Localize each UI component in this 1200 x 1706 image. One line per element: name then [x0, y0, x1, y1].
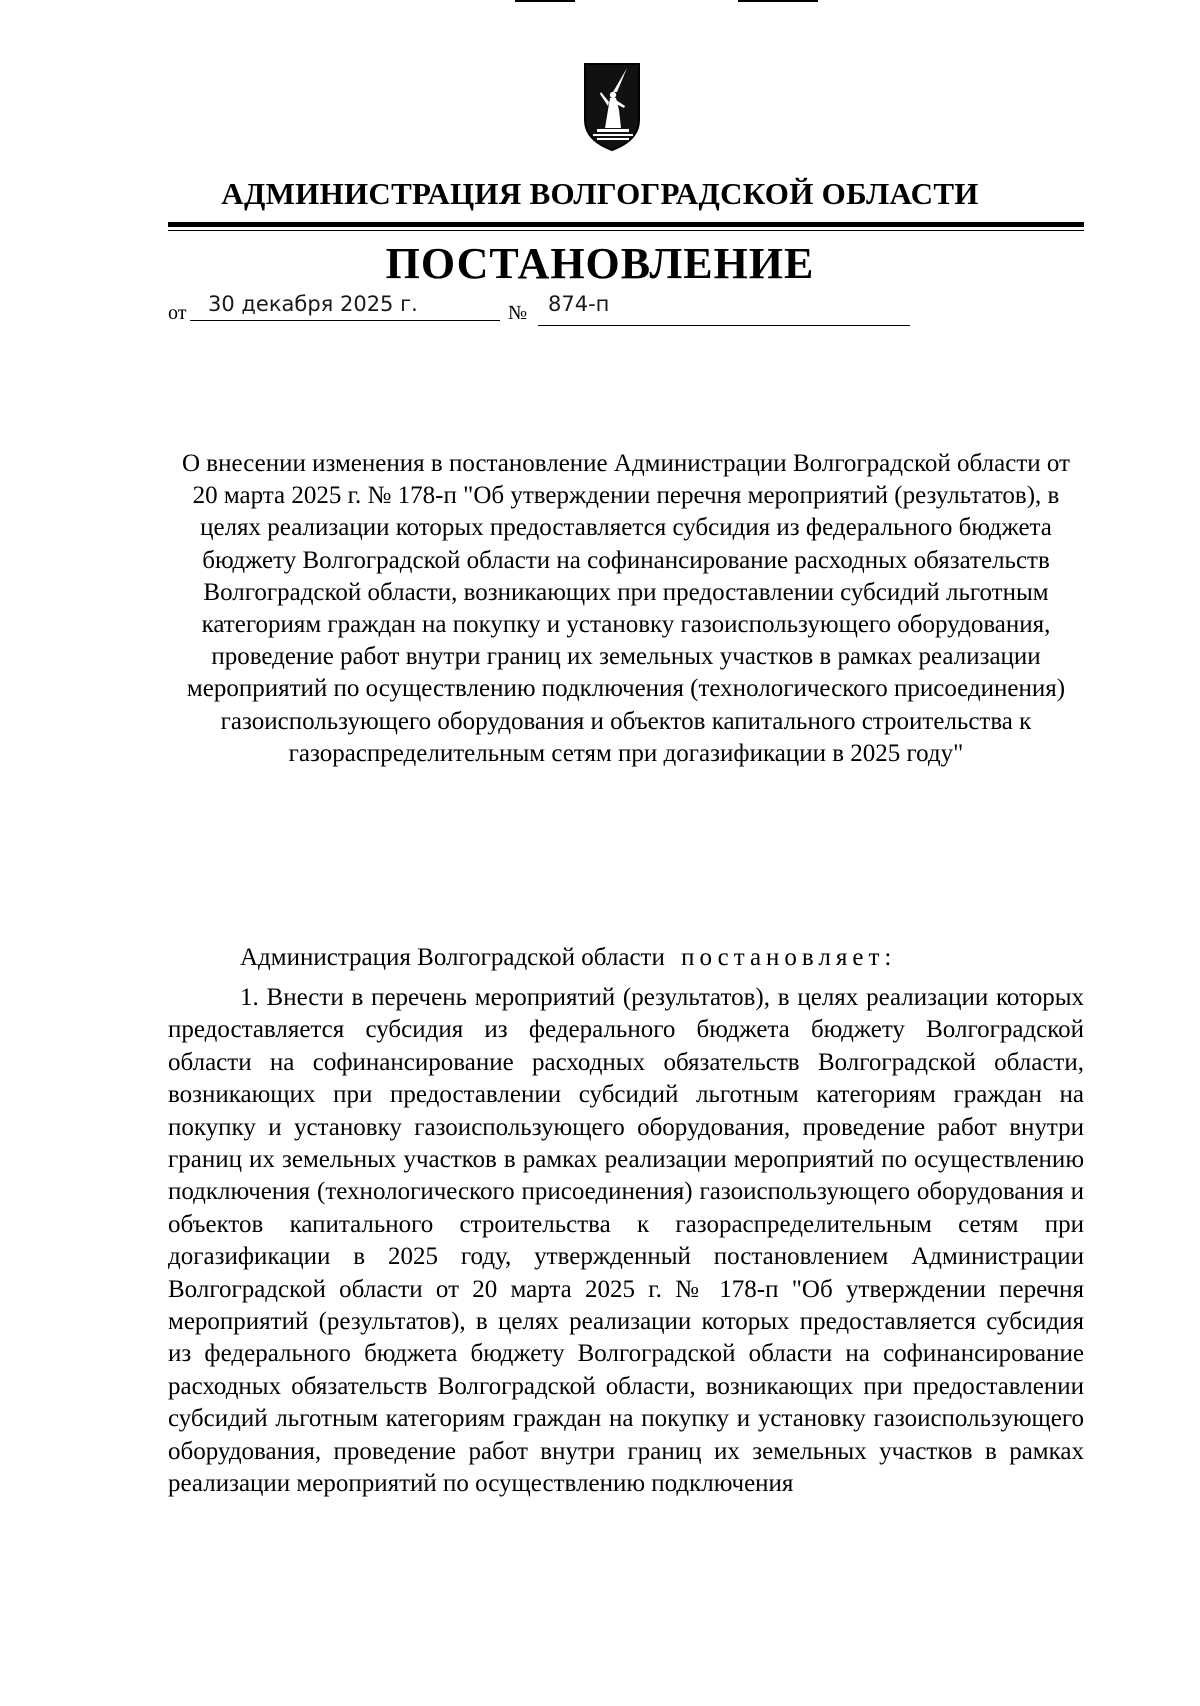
document-type: ПОСТАНОВЛЕНИЕ: [385, 239, 815, 288]
date-label: от: [168, 302, 187, 324]
header-rule-thick: [168, 222, 1084, 227]
header-rule-thin: [168, 230, 1084, 231]
document-title: О внесении изменения в постановление Администрации Волгоградской области от 20 марта 2025 г. № 178-п "Об утверждении перечня мероприятий (результатов), в целях реализации которых предоставляется субсидия из федерального бюджета бюджету Волгоградской области на софинансирование расходных обязательств Волгоградской области, возникающих при предоставлении субсидий льготным категориям граждан на покупку и установку газоиспользующего оборудования, проведение работ внутри границ их земельных участков в рамках реализации мероприятий по осуществлению подключения (технологического присоединения) газоиспользующего оборудования и объектов капитального строительства к газораспределительным сетям при догазификации в 2025 году": [182, 450, 1070, 767]
scan-artifact-right: [738, 0, 818, 2]
preamble-subject: Администрация Волгоградской области: [240, 944, 665, 971]
number-underline: [538, 325, 910, 326]
scan-artifact-left: [515, 0, 575, 2]
preamble: [240, 944, 896, 972]
preamble-verb: постановляет:: [681, 944, 897, 971]
document-date: 30 декабря 2025 г.: [208, 292, 418, 316]
organization-name: АДМИНИСТРАЦИЯ ВОЛГОГРАДСКОЙ ОБЛАСТИ: [221, 176, 979, 211]
document-number: 874-п: [548, 292, 610, 316]
volgograd-region-emblem-icon: [583, 62, 641, 152]
number-label: №: [508, 302, 528, 324]
document-meta: [168, 292, 788, 328]
date-underline: [190, 320, 500, 321]
paragraph-1: 1. Внести в перечень мероприятий (результатов), в целях реализации которых предоставляется субсидия из федерального бюджета бюджету Волгоградской области на софинансирование расходных обязательств Волгоградской области, возникающих при предоставлении субсидий льготным категориям граждан на покупку и установку газоиспользующего оборудования, проведение работ внутри границ их земельных участков в рамках реализации мероприятий по осуществлению подключения (технологического присоединения) газоиспользующего оборудования и объектов капитального строительства к газораспределительным сетям при догазификации в 2025 году, утвержденный постановлением Администрации Волгоградской области от 20 марта 2025 г. № 178-п "Об утверждении перечня мероприятий (результатов), в целях реализации которых предоставляется субсидия из федерального бюджета бюджету Волгоградской области на софинансирование расходных обязательств Волгоградской области, возникающих при предоставлении субсидий льготным категориям граждан на покупку и установку газоиспользующего оборудования, проведение работ внутри границ их земельных участков в рамках реализации мероприятий по осуществлению подключения: [168, 984, 1084, 1498]
